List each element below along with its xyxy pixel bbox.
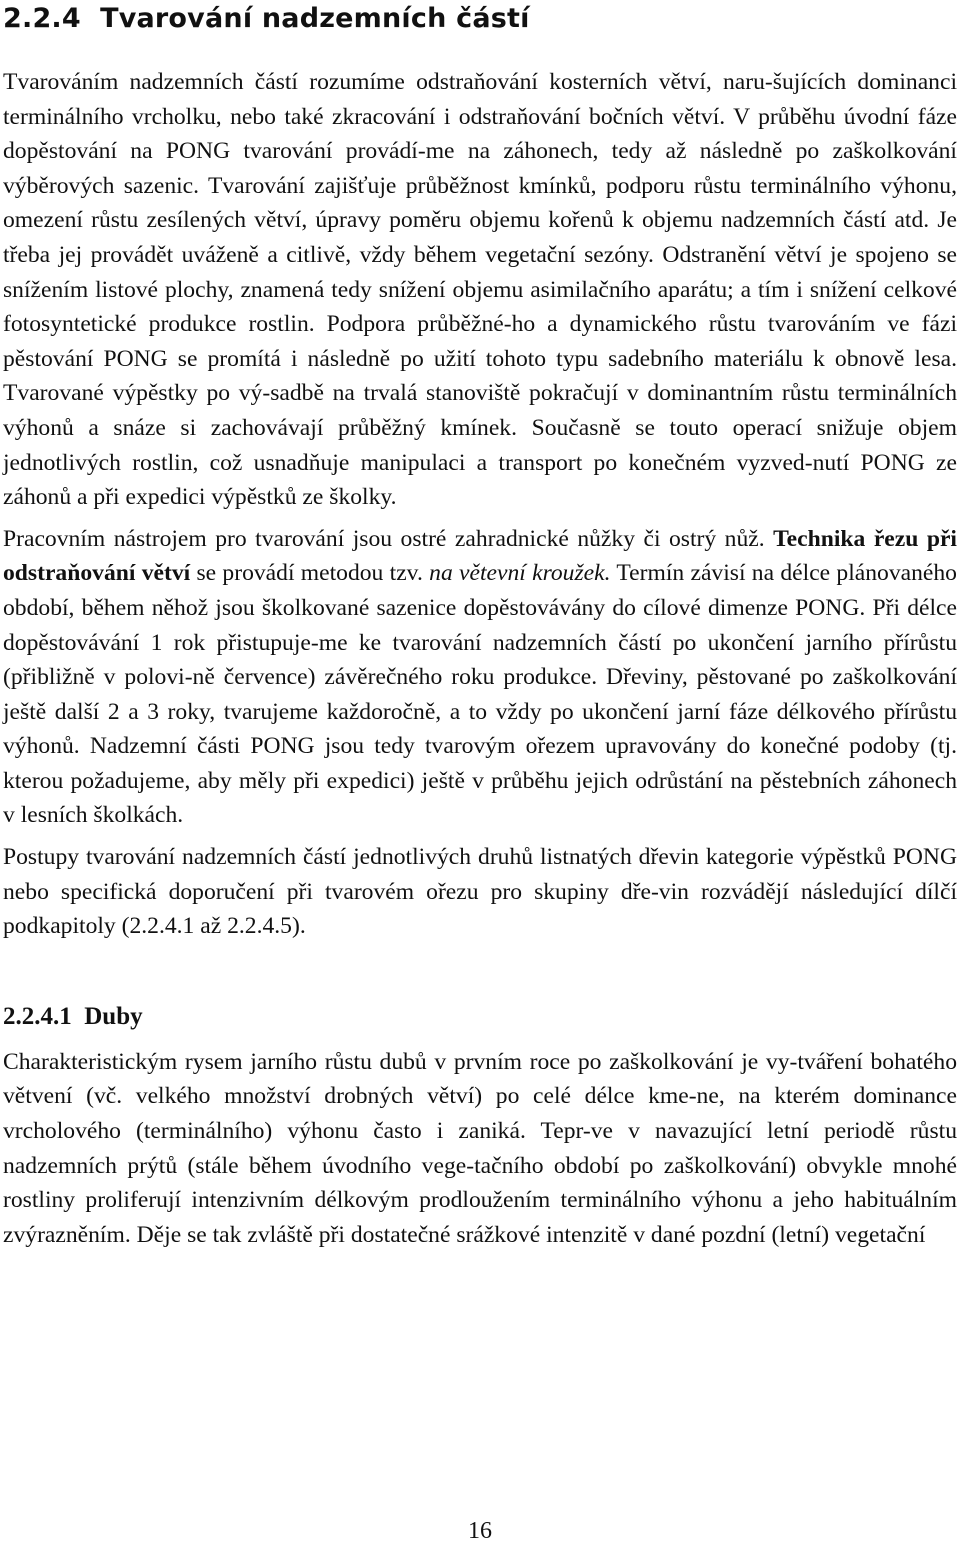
page-number: 16 [468, 1518, 492, 1544]
subsection-heading [3, 1001, 957, 1033]
bold-term: Technika řezu při odstraňování větví [3, 525, 957, 587]
paragraph-text: Termín závisí na délce plánovaného období, během něhož jsou školkované sazenice dopěstovávány do cílové dimenze PONG. Při délce dopěstovávání 1 rok přistupuje-me ke tvarování nadzemních částí po ukončení jarního přírůstu (přibližně v polovi-ně července) závěrečného roku produkce. Dřeviny, pěstované po zaškolkování ještě další 2 a 3 roky, tvarujeme každoročně, a to vždy po ukončení jarní fáze délkového přírůstu výhonů. Nadzemní části PONG jsou tedy tvarovým ořezem upravovány do konečné podoby (tj. kterou požadujeme, aby měly při expedici) ještě v průběhu jejich odrůstání na pěstebních záhonech v lesních školkách. [3, 560, 957, 829]
paragraph-text: Pracovním nástrojem pro tvarování jsou ostré zahradnické nůžky či ostrý nůž. [3, 525, 765, 552]
paragraph-text: se provádí metodou tzv. [196, 560, 423, 587]
paragraph-shaping-intro: Tvarováním nadzemních částí rozumíme odstraňování kosterních větví, naru-šujících dominanci terminálního vrcholku, nebo také zkracování i odstraňování bočních větví. V průběhu úvodní fáze dopěstování na PONG tvarování provádí-me na záhonech, tedy až následně po zaškolkování výběrových sazenic. Tvarování zajišťuje průběžnost kmínků, podporu růstu terminálního výhonu, omezení růstu zesílených větví, úpravy poměru objemu kořenů k objemu nadzemních částí atd. Je třeba jej provádět uváženě a citlivě, vždy během vegetační sezóny. Odstranění větví je spojeno se snížením listové plochy, znamená tedy snížení objemu asimilačního aparátu; a tím i snížení celkové fotosyntetické produkce rostlin. Podpora průběžné-ho a dynamického růstu tvarováním ve fázi pěstování PONG se promítá i následně po užití tohoto typu sadebního materiálu k obnově lesa. Tvarované výpěstky po vý-sadbě na trvalá stanoviště pokračují v dominantním růstu terminálních výhonů a snáze si zachovávají průběžný kmínek. Současně se touto operací snižuje objem jednotlivých rostlin, což usnadňuje manipulaci a transport po konečném vyzved-nutí PONG ze záhonů a při expedici výpěstků ze školky. [3, 69, 957, 511]
italic-term: na větevní kroužek. [429, 560, 611, 587]
paragraph-oaks: Charakteristickým rysem jarního růstu dubů v prvním roce po zaškolkování je vy-tváření bohatého větvení (vč. velkého množství drobných větví) po celé délce kme-ne, na kterém dominance vrcholového (terminálního) výhonu často i zaniká. Tepr-ve v navazující letní periodě růstu nadzemních prýtů (stále během úvodního vege-tačního období po zaškolkování) obvykle mnohé rostliny proliferují intenzivním délkovým prodloužením terminálního výhonu a jeho habituálním zvýrazněním. Děje se tak zvláště při dostatečné srážkové intenzitě v dané pozdní (letní) vegetační [3, 1048, 957, 1248]
subsection-title: Duby [84, 1002, 143, 1030]
subsection-number: 2.2.4.1 [3, 1002, 72, 1030]
section-title: Tvarování nadzemních částí [100, 3, 530, 34]
paragraph-cutting-technique [3, 522, 957, 833]
section-heading [3, 2, 957, 36]
paragraph-subchapters-overview: Postupy tvarování nadzemních částí jednotlivých druhů listnatých dřevin kategorie výpěstků PONG nebo specifická doporučení při tvarovém ořezu pro skupiny dře-vin rozvádějí následující dílčí podkapitoly (2.2.4.1 až 2.2.4.5). [3, 844, 957, 940]
section-number: 2.2.4 [3, 3, 81, 34]
